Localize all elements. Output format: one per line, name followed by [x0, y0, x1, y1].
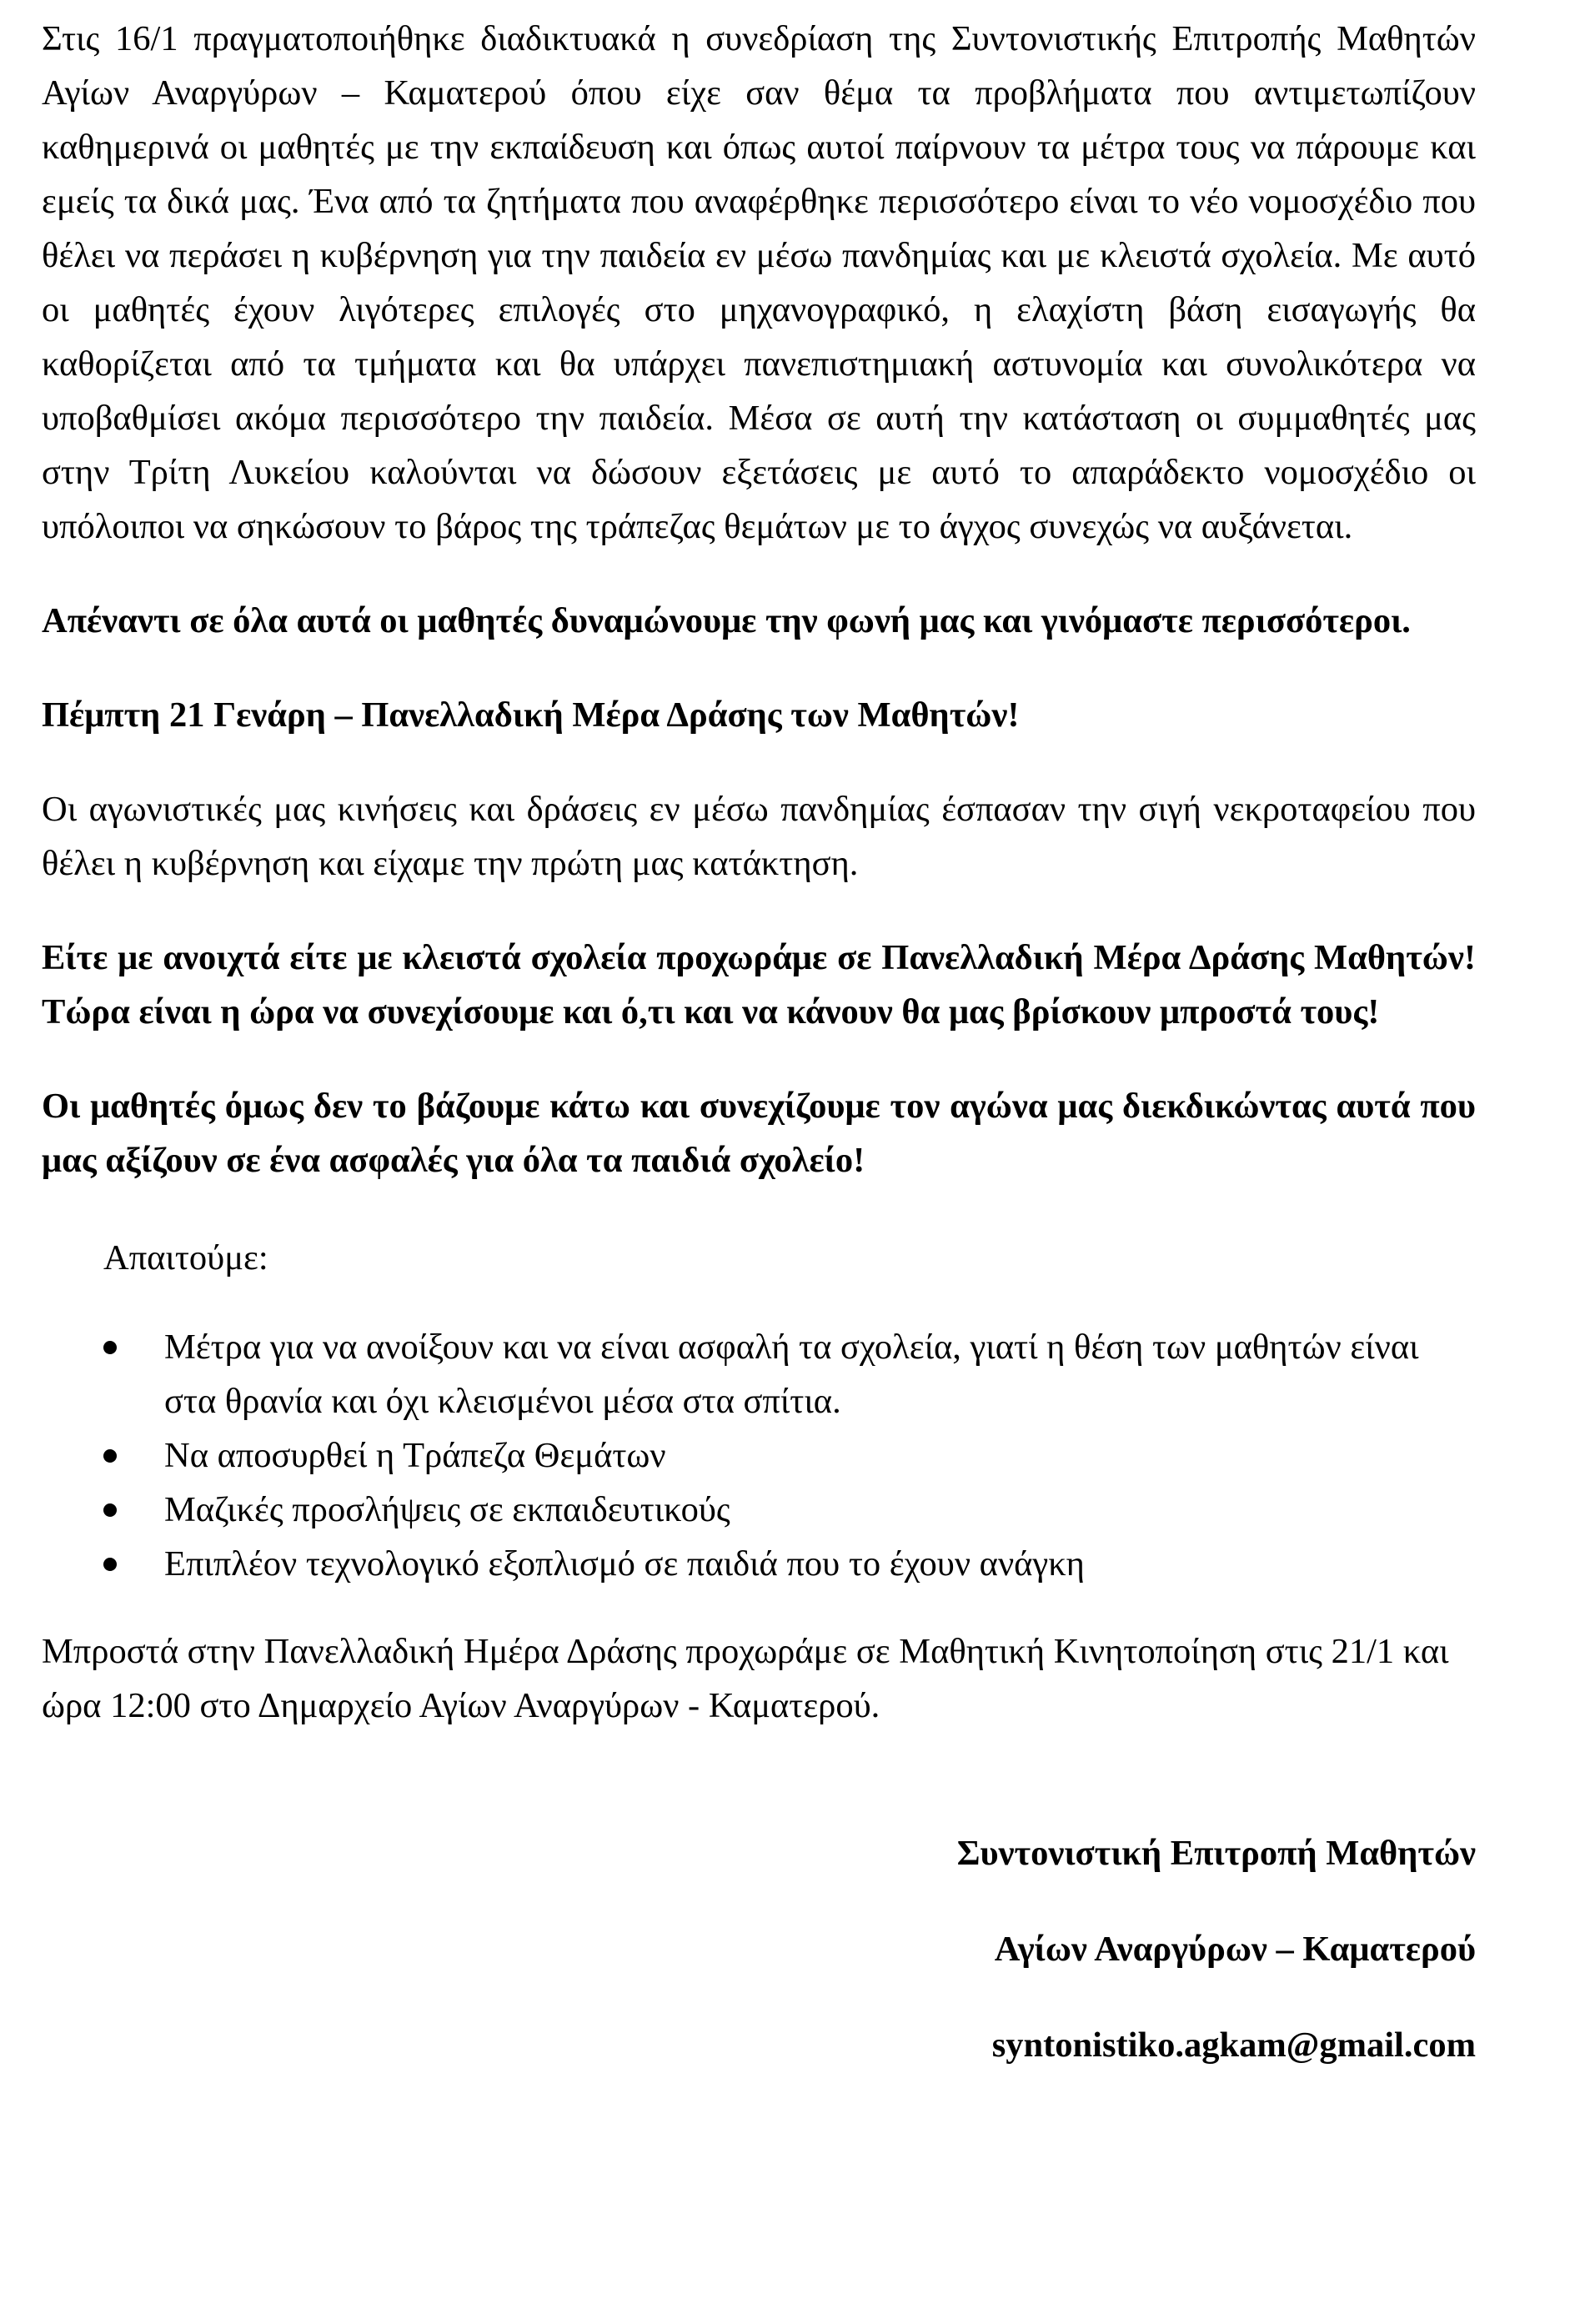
struggles-paragraph: Οι αγωνιστικές μας κινήσεις και δράσεις εν μέσω πανδημίας έσπασαν την σιγή νεκροταφείου που θέλει η κυβέρνηση και είχαμε την πρώτη μας κατάκτηση. — [42, 790, 1476, 883]
document-page — [42, 0, 1476, 2072]
signature-area: Αγίων Αναργύρων – Καματερού — [994, 1930, 1476, 1969]
intro-text-2: Ένα από τα ζητήματα που αναφέρθηκε περισσότερο είναι το νέο νομοσχέδιο που θέλει να περάσει η κυβέρνηση για την παιδεία εν μέσω πανδημίας και με κλειστά σχολεία. Με αυτό οι μαθητές έχουν λιγότερες επιλογές στο μηχανογραφικό, η ελαχίστη βάση εισαγωγής θα καθορίζεται από τα τμήματα και θα υπάρχει πανεπιστημιακή αστυνομία και συνολικότερα να υποβαθμίσει ακόμα περισσότερο την παιδεία. Μέσα σε αυτή την κατάσταση οι συμμαθητές μας στην Τρίτη Λυκείου καλούνται να δώσουν εξετάσεις με αυτό το απαράδεκτο νομοσχέδιο οι υπόλοιποι να σηκώσουν το βάρος της τράπεζας θεμάτων με το άγχος συνεχώς να αυξάνεται. — [42, 182, 1476, 546]
bold-statement-schools: Είτε με ανοιχτά είτε με κλειστά σχολεία προχωράμε σε Πανελλαδική Μέρα Δράσης Μαθητών! Τώρα είναι η ώρα να συνεχίσουμε και ό,τι και να κάνουν θα μας βρίσκουν μπροστά τους! — [42, 938, 1476, 1031]
demand-item: Να αποσυρθεί η Τράπεζα Θεμάτων — [42, 1428, 1476, 1483]
bullet-icon — [103, 1503, 117, 1517]
signature-committee: Συντονιστική Επιτροπή Μαθητών — [956, 1834, 1476, 1873]
bold-statement-1: Απέναντι σε όλα αυτά οι μαθητές δυναμώνουμε την φωνή μας και γινόμαστε περισσότεροι. — [42, 601, 1411, 640]
bullet-icon — [103, 1341, 117, 1354]
intro-paragraph-1 — [42, 0, 1476, 554]
demand-item: Επιπλέον τεχνολογικό εξοπλισμό σε παιδιά που το έχουν ανάγκη — [42, 1537, 1476, 1591]
demands-list — [42, 1320, 1476, 1591]
demand-item: Μαζικές προσλήψεις σε εκπαιδευτικούς — [42, 1483, 1476, 1537]
demands-label: Απαιτούμε: — [103, 1238, 268, 1277]
bullet-icon — [103, 1558, 117, 1571]
demand-item: Μέτρα για να ανοίξουν και να είναι ασφαλή τα σχολεία, γιατί η θέση των μαθητών είναι στα θρανία και όχι κλεισμένοι μέσα στα σπίτια. — [42, 1320, 1476, 1428]
bullet-icon — [103, 1449, 117, 1463]
intro-text-1: Στις 16/1 πραγματοποιήθηκε διαδικτυακά η συνεδρίαση της Συντονιστικής Επιτροπής Μαθητών Αγίων Αναργύρων – Καματερού όπου είχε σαν θέμα τα προβλήματα που αντιμετωπίζουν καθημερινά οι μαθητές με την εκπαίδευση και όπως αυτοί παίρνουν τα μέτρα τους να πάρουμε και εμείς τα δικά μας. — [42, 19, 1476, 221]
signature-email: syntonistiko.agkam@gmail.com — [991, 2025, 1476, 2065]
bold-statement-struggle: Οι μαθητές όμως δεν το βάζουμε κάτω και συνεχίζουμε τον αγώνα μας διεκδικώντας αυτά που μας αξίζουν σε ένα ασφαλές για όλα τα παιδιά σχολείο! — [42, 1087, 1476, 1180]
closing-paragraph: Μπροστά στην Πανελλαδική Ημέρα Δράσης προχωράμε σε Μαθητική Κινητοποίηση στις 21/1 και ώρα 12:00 στο Δημαρχείο Αγίων Αναργύρων - Καματερού. — [42, 1632, 1449, 1725]
bold-heading-action-day: Πέμπτη 21 Γενάρη – Πανελλαδική Μέρα Δράσης των Μαθητών! — [42, 695, 1020, 735]
